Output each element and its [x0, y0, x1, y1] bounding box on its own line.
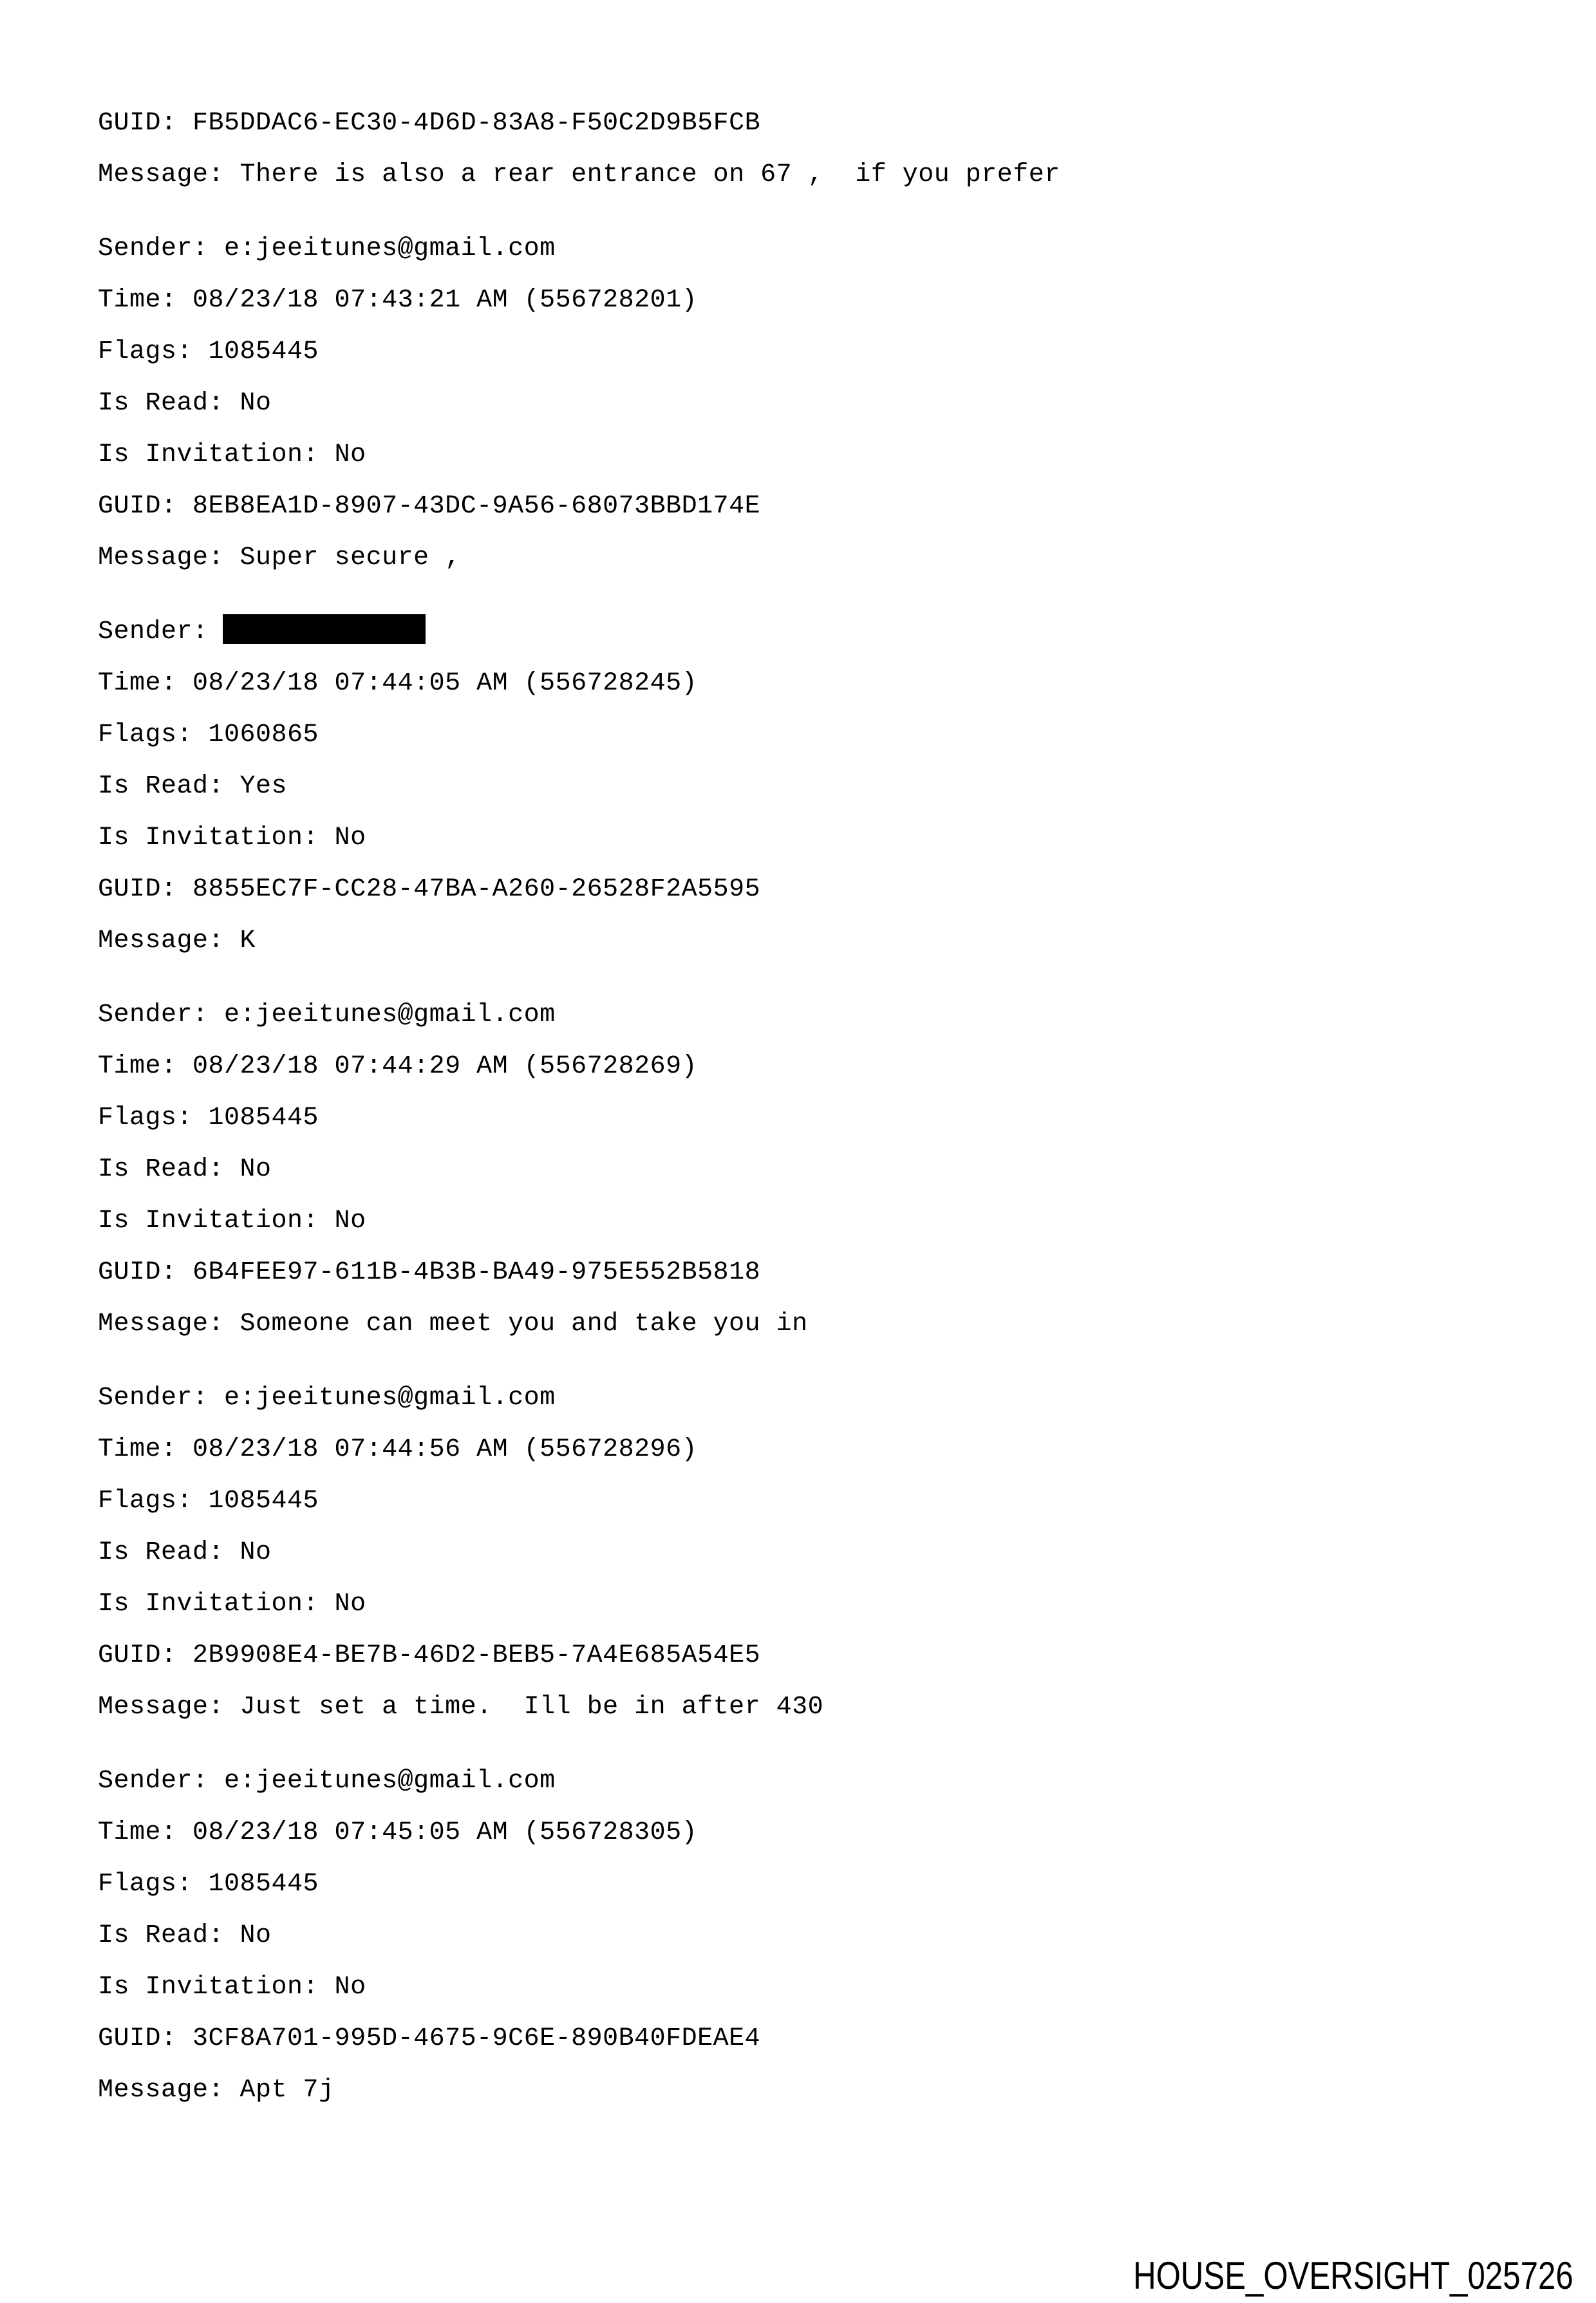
field-time: Time: 08/23/18 07:44:29 AM (556728269): [98, 1052, 698, 1081]
message-log: [98, 98, 1570, 2116]
field-is-read: Is Read: Yes: [98, 772, 288, 801]
field-is-read: Is Read: No: [98, 1538, 272, 1567]
message-record: [98, 1756, 1570, 2116]
field-sender: Sender: e:jeeitunes@gmail.com: [98, 1767, 556, 1796]
field-message: Message: Apt 7j: [98, 2076, 335, 2105]
field-is-invitation: Is Invitation: No: [98, 1973, 366, 2002]
field-message: Message: Just set a time. Ill be in after 430: [98, 1693, 824, 1722]
field-is-read: Is Read: No: [98, 389, 272, 418]
field-is-invitation: Is Invitation: No: [98, 823, 366, 852]
message-record: [98, 606, 1570, 967]
field-message: Message: Someone can meet you and take you in: [98, 1310, 808, 1339]
field-time: Time: 08/23/18 07:44:56 AM (556728296): [98, 1435, 698, 1464]
field-sender: Sender: e:jeeitunes@gmail.com: [98, 1384, 556, 1413]
field-guid: GUID: FB5DDAC6-EC30-4D6D-83A8-F50C2D9B5FCB: [98, 109, 761, 138]
field-sender: Sender: e:jeeitunes@gmail.com: [98, 234, 556, 263]
field-is-read: Is Read: No: [98, 1921, 272, 1950]
field-is-invitation: Is Invitation: No: [98, 1207, 366, 1236]
page-footer: [1037, 2253, 1573, 2298]
field-flags: Flags: 1085445: [98, 337, 319, 366]
field-is-invitation: Is Invitation: No: [98, 1590, 366, 1619]
field-is-invitation: Is Invitation: No: [98, 440, 366, 469]
bates-number: HOUSE_OVERSIGHT_025726: [1133, 2254, 1573, 2297]
field-flags: Flags: 1085445: [98, 1870, 319, 1899]
redaction-box: [223, 614, 426, 644]
field-flags: Flags: 1060865: [98, 720, 319, 749]
field-time: Time: 08/23/18 07:43:21 AM (556728201): [98, 286, 698, 315]
sender-label: Sender:: [98, 617, 209, 646]
message-record: [98, 1373, 1570, 1733]
message-record: [98, 990, 1570, 1350]
field-time: Time: 08/23/18 07:45:05 AM (556728305): [98, 1818, 698, 1847]
field-guid: GUID: 8855EC7F-CC28-47BA-A260-26528F2A5595: [98, 875, 761, 904]
message-record: [98, 223, 1570, 584]
field-guid: GUID: 3CF8A701-995D-4675-9C6E-890B40FDEAE4: [98, 2024, 761, 2053]
field-sender: Sender: e:jeeitunes@gmail.com: [98, 1001, 556, 1029]
field-guid: GUID: 6B4FEE97-611B-4B3B-BA49-975E552B5818: [98, 1258, 761, 1287]
field-is-read: Is Read: No: [98, 1155, 272, 1184]
field-message: Message: K: [98, 926, 256, 955]
field-guid: GUID: 8EB8EA1D-8907-43DC-9A56-68073BBD174E: [98, 492, 761, 521]
field-sender-redacted: [98, 606, 1570, 658]
field-time: Time: 08/23/18 07:44:05 AM (556728245): [98, 669, 698, 698]
field-guid: GUID: 2B9908E4-BE7B-46D2-BEB5-7A4E685A54E5: [98, 1641, 761, 1670]
message-record: [98, 98, 1570, 201]
field-message: Message: Super secure ,: [98, 543, 461, 572]
field-flags: Flags: 1085445: [98, 1104, 319, 1133]
field-flags: Flags: 1085445: [98, 1487, 319, 1516]
field-message: Message: There is also a rear entrance on 67 , if you prefer: [98, 160, 1060, 189]
